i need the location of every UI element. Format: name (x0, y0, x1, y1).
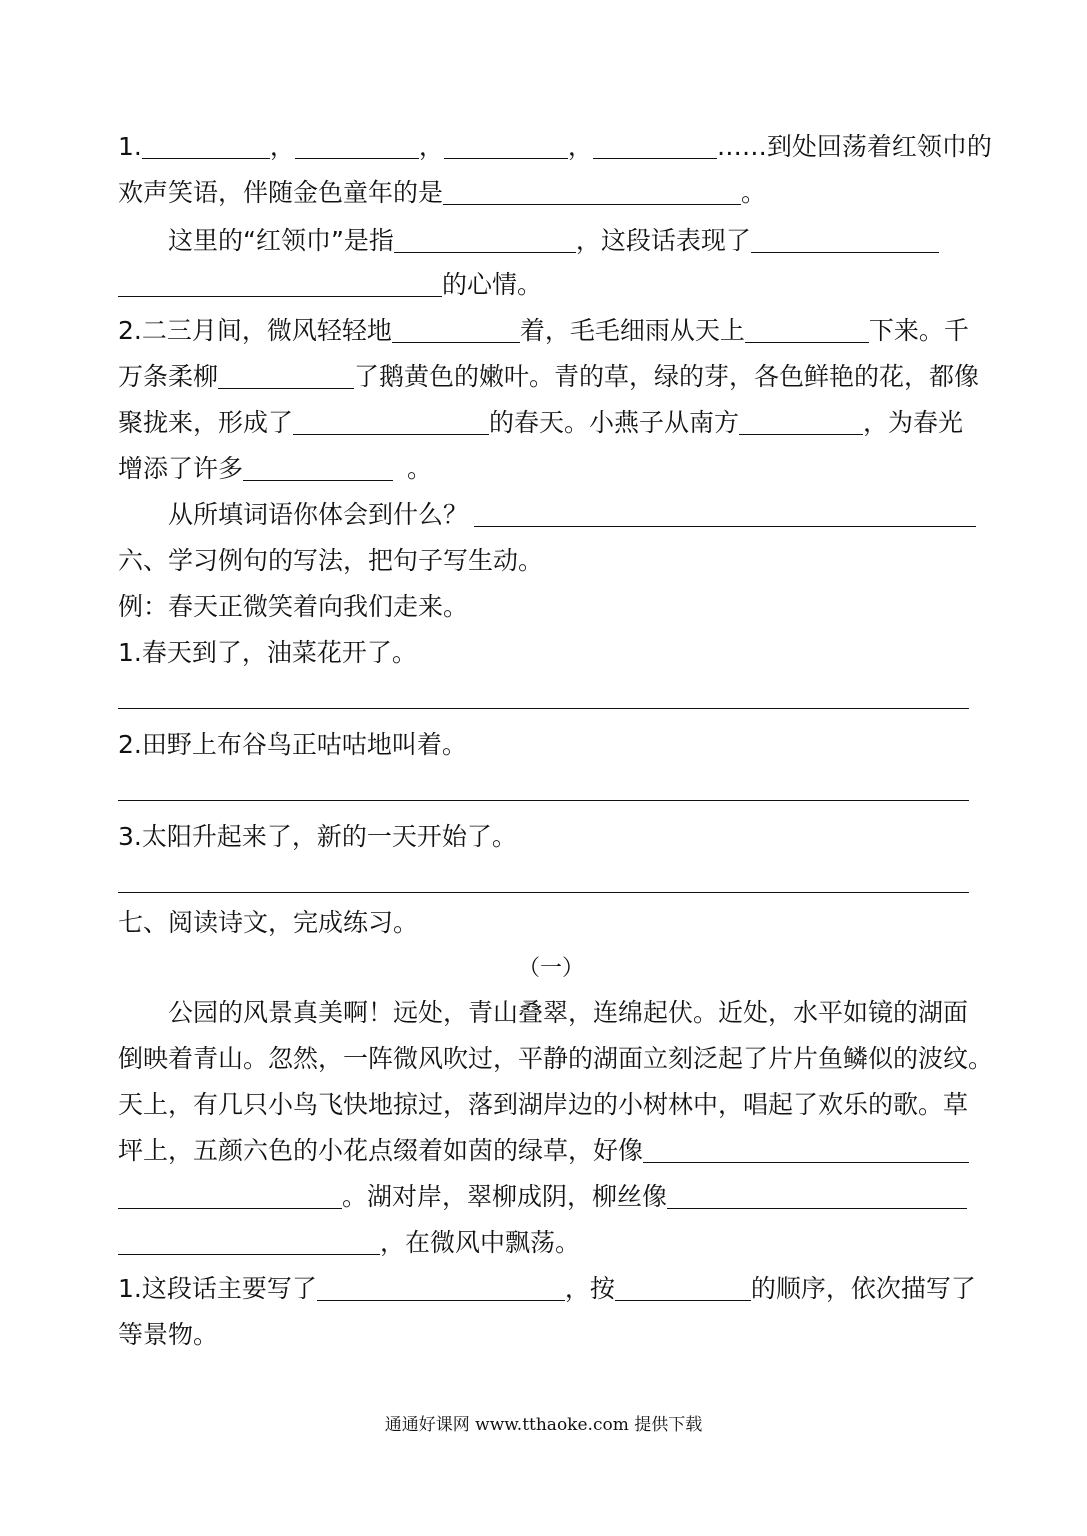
blank[interactable] (667, 1186, 967, 1209)
q2-question: 从所填词语你体会到什么？ (168, 502, 976, 527)
blank[interactable] (615, 1278, 751, 1301)
q1-line2: 欢声笑语，伴随金色童年的是 。 (118, 178, 767, 207)
blank[interactable] (118, 274, 442, 297)
blank[interactable] (118, 1186, 342, 1209)
passage-line-1: 公园的风景真美啊！远处，青山叠翠，连绵起伏。近处，水平如镜的湖面 (168, 998, 969, 1027)
passage-line-5: 。湖对岸，翠柳成阴，柳丝像 (118, 1184, 967, 1209)
passage-line-3: 天上，有几只小鸟飞快地掠过，落到湖岸边的小树林中，唱起了欢乐的歌。草 (118, 1090, 969, 1119)
section7-question-1-cont: 等景物。 (118, 1320, 219, 1349)
section7-question-1: 1.这段话主要写了 ，按 的顺序，依次描写了 (118, 1274, 976, 1303)
q1-sub-line1: 这里的“红领巾”是指 ，这段话表现了 (168, 228, 939, 253)
passage-line-2: 倒映着青山。忽然，一阵微风吹过，平静的湖面立刻泛起了片片鱼鳞似的波纹。 (118, 1044, 994, 1073)
section6-item-1: 1.春天到了，油菜花开了。 (118, 638, 417, 667)
blank[interactable] (643, 1140, 969, 1163)
blank[interactable] (317, 1278, 565, 1301)
blank[interactable] (295, 136, 419, 159)
passage-line-6: ，在微风中飘荡。 (118, 1230, 580, 1255)
q1-sub-line2: 的心情。 (118, 272, 542, 297)
blank[interactable] (118, 1232, 380, 1255)
blank[interactable] (142, 136, 270, 159)
passage-line-4: 坪上，五颜六色的小花点缀着如茵的绿草，好像 (118, 1138, 969, 1163)
blank[interactable] (745, 320, 869, 343)
section6-example: 例：春天正微笑着向我们走来。 (118, 592, 469, 621)
q2-line2: 万条柔柳 了鹅黄色的嫩叶。青的草，绿的芽，各色鲜艳的花，都像 (118, 362, 980, 391)
section6-item-2: 2.田野上布谷鸟正咕咕地叫着。 (118, 730, 467, 759)
blank[interactable] (751, 230, 939, 253)
blank[interactable] (218, 366, 354, 389)
blank[interactable] (444, 136, 568, 159)
q2-line1: 2.二三月间，微风轻轻地 着，毛毛细雨从天上 下来。千 (118, 316, 969, 345)
blank[interactable] (474, 504, 976, 527)
blank[interactable] (293, 412, 489, 435)
blank[interactable] (593, 136, 717, 159)
blank[interactable] (392, 320, 520, 343)
blank[interactable] (243, 458, 393, 481)
footer: 通通好课网 www.tthaoke.com 提供下载 (384, 1415, 703, 1435)
answer-line[interactable] (118, 892, 969, 893)
section6-heading: 六、学习例句的写法，把句子写生动。 (118, 546, 544, 575)
section6-item-3: 3.太阳升起来了，新的一天开始了。 (118, 822, 517, 851)
passage-part-label: （一） (518, 956, 585, 981)
blank[interactable] (739, 412, 863, 435)
blank[interactable] (443, 182, 741, 205)
q2-line3: 聚拢来，形成了 的春天。小燕子从南方 ，为春光 (118, 408, 964, 437)
answer-line[interactable] (118, 708, 969, 709)
answer-line[interactable] (118, 800, 969, 801)
blank[interactable] (394, 230, 576, 253)
q1-line1: 1. ， ， ， ……到处回荡着红领巾的 (118, 132, 992, 161)
section7-heading: 七、阅读诗文，完成练习。 (118, 908, 419, 937)
q2-line4: 增添了许多 。 (118, 454, 433, 483)
